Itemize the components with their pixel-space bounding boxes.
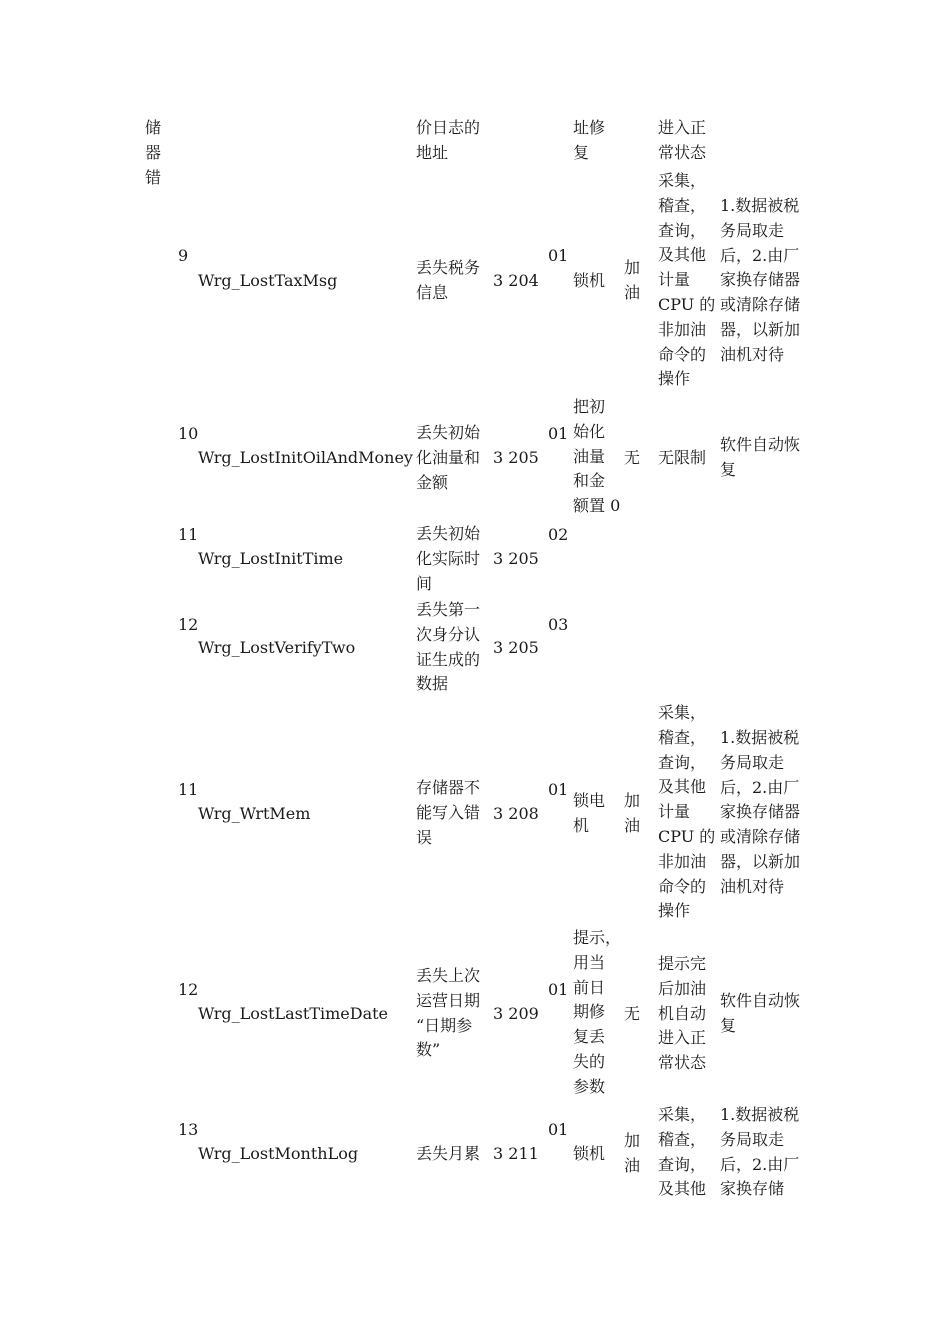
row-seq: 13 xyxy=(178,1120,199,1139)
row-description: 价日志的 地址 xyxy=(416,118,481,162)
row-description: 丢失税务 信息 xyxy=(416,258,481,302)
row-subcode: 02 xyxy=(548,525,569,544)
row-seq: 11 xyxy=(178,525,199,544)
row-condition: 采集， 稽查， 查询， 及其他 计量 CPU 的 非加油 命令的 操作 xyxy=(658,171,716,389)
row-subcode: 01 xyxy=(548,424,569,443)
row-code: 3 208 xyxy=(493,804,539,823)
row-seq: 9 xyxy=(178,246,189,265)
row-action: 锁电 机 xyxy=(573,791,606,835)
row-lock: 无 xyxy=(624,1004,641,1023)
row-code: 3 205 xyxy=(493,549,539,568)
row-code: 3 209 xyxy=(493,1004,539,1023)
row-action: 锁机 xyxy=(573,1144,606,1163)
row-condition: 采集， 稽查， 查询， 及其他 计量 CPU 的 非加油 命令的 操作 xyxy=(658,703,716,921)
row-condition: 进入正 常状态 xyxy=(658,118,707,162)
row-recovery: 软件自动恢 复 xyxy=(720,435,801,479)
row-subcode: 01 xyxy=(548,780,569,799)
row-description: 丢失月累 xyxy=(416,1144,481,1163)
row-description: 丢失初始 化油量和 金额 xyxy=(416,423,481,492)
row-code: 3 204 xyxy=(493,271,539,290)
row-subcode: 01 xyxy=(548,246,569,265)
row-description: 丢失上次 运营日期 “日期参 数” xyxy=(416,966,481,1060)
row-description: 存储器不 能写入错 误 xyxy=(416,778,481,847)
row-seq: 12 xyxy=(178,980,199,999)
row-recovery: 软件自动恢 复 xyxy=(720,991,801,1035)
row-name: Wrg_LostVerifyTwo xyxy=(198,638,356,657)
row-name: Wrg_WrtMem xyxy=(198,804,311,823)
row-description: 丢失初始 化实际时 间 xyxy=(416,524,481,593)
row-lock: 加 油 xyxy=(624,791,641,835)
row-subcode: 01 xyxy=(548,980,569,999)
row-seq: 10 xyxy=(178,424,199,443)
row-name: Wrg_LostLastTimeDate xyxy=(198,1004,389,1023)
row-action: 把初 始化 油量 和金 额置 0 xyxy=(573,397,621,516)
row-code: 3 205 xyxy=(493,638,539,657)
row-recovery: 1.数据被税 务局取走 后，2.由厂 家换存储器 或清除存储 器，以新加 油机对待 xyxy=(720,196,801,364)
row-name: Wrg_LostMonthLog xyxy=(198,1144,359,1163)
row-subcode: 01 xyxy=(548,1120,569,1139)
row-code: 3 205 xyxy=(493,448,539,467)
row-seq: 12 xyxy=(178,615,199,634)
row-subcode: 03 xyxy=(548,615,569,634)
row-lock: 无 xyxy=(624,448,641,467)
row-recovery: 1.数据被税 务局取走 后，2.由厂 家换存储 xyxy=(720,1105,800,1199)
row-condition: 提示完 后加油 机自动 进入正 常状态 xyxy=(658,954,707,1073)
row-lock: 加 油 xyxy=(624,258,641,302)
row-condition: 无限制 xyxy=(658,448,707,467)
row-code: 3 211 xyxy=(493,1144,539,1163)
row-name: Wrg_LostTaxMsg xyxy=(198,271,338,290)
row-description: 丢失第一 次身分认 证生成的 数据 xyxy=(416,600,481,694)
category-label: 储 器 错 xyxy=(145,118,162,187)
row-lock: 加 油 xyxy=(624,1131,641,1175)
row-name: Wrg_LostInitOilAndMoney xyxy=(198,448,413,467)
row-action: 址修 复 xyxy=(573,118,606,162)
row-name: Wrg_LostInitTime xyxy=(198,549,344,568)
row-action: 锁机 xyxy=(573,271,606,290)
row-condition: 采集， 稽查， 查询， 及其他 xyxy=(658,1105,707,1199)
row-recovery: 1.数据被税 务局取走 后，2.由厂 家换存储器 或清除存储 器，以新加 油机对待 xyxy=(720,728,801,896)
row-seq: 11 xyxy=(178,780,199,799)
row-action: 提示， 用当 前日 期修 复丢 失的 参数 xyxy=(573,928,622,1096)
